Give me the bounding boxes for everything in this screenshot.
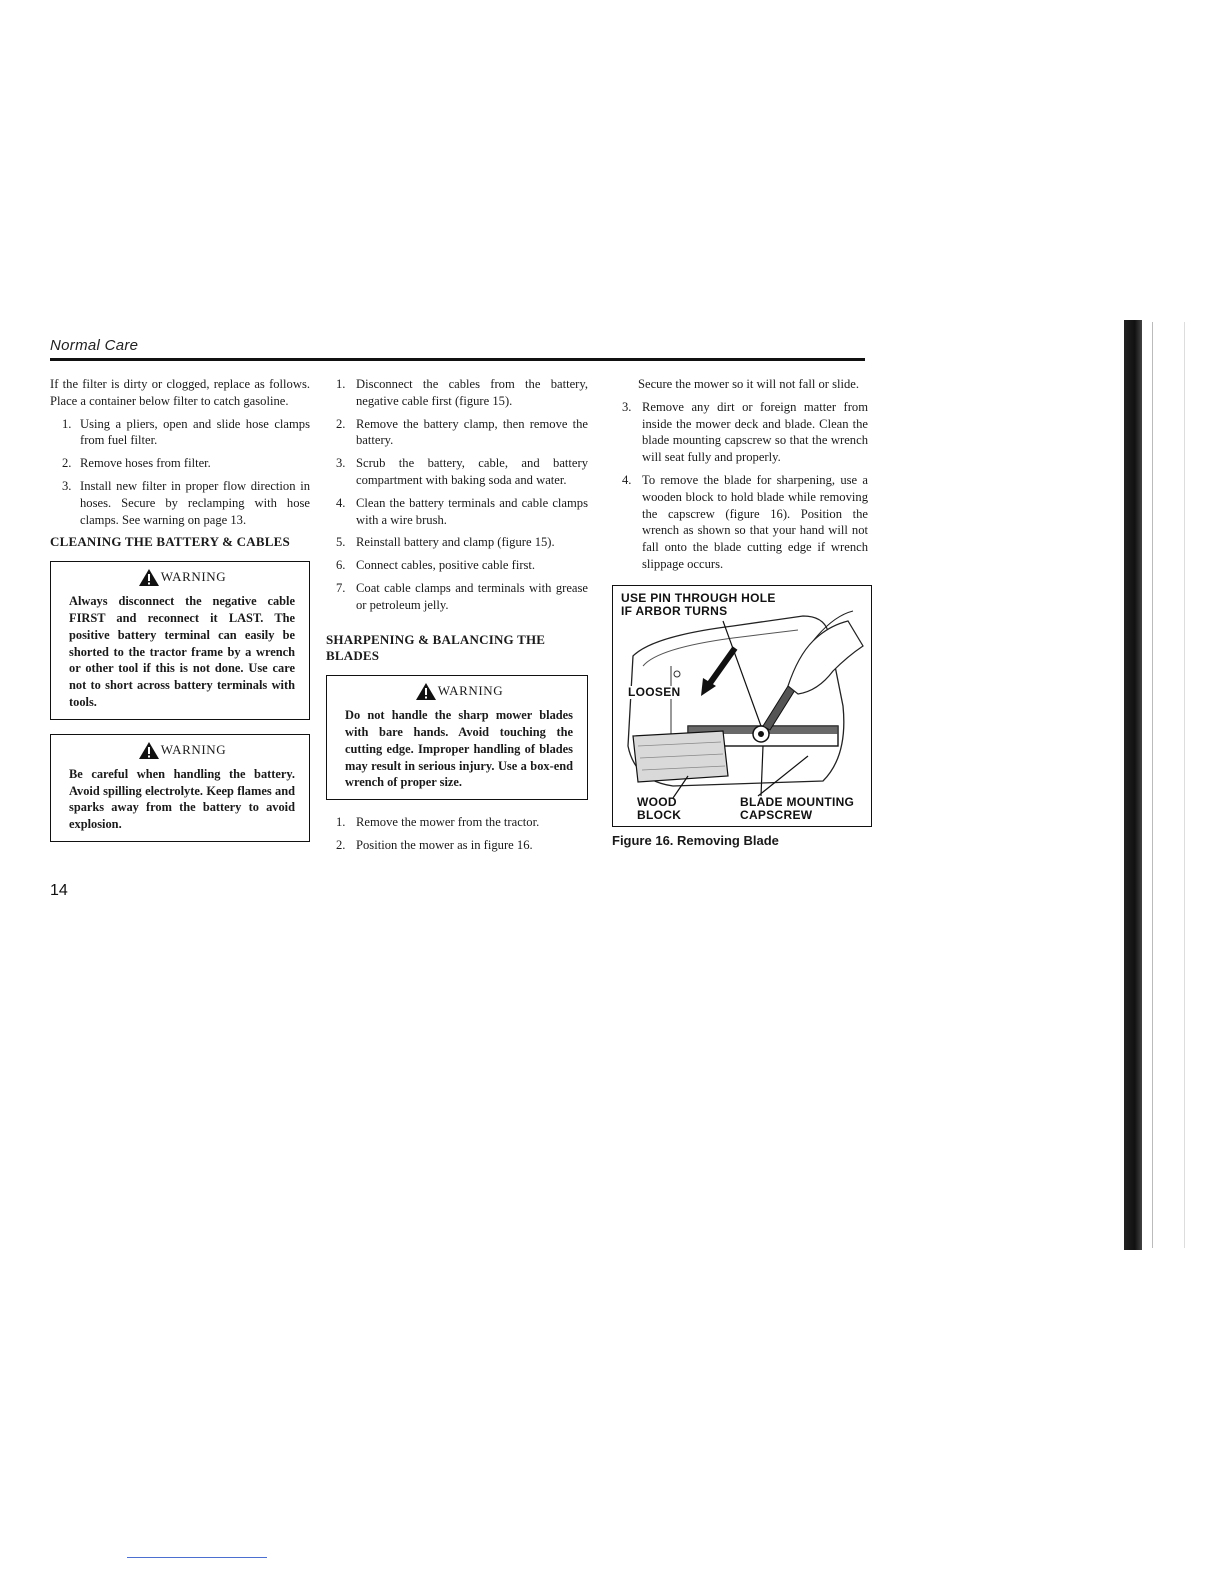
warning-label: WARNING <box>160 741 227 757</box>
warning-text: Do not handle the sharp mower blades with bare hands. Avoid touching the cutting edge. Improper handling of blades may result in serious injury. Use a box-end wrench of proper size. <box>345 708 573 790</box>
battery-steps <box>326 376 588 614</box>
list-item <box>326 376 588 410</box>
step-number: 3. <box>62 478 72 493</box>
step-text: Install new filter in proper flow direction in hoses. Secure by reclamping with hose clamps. See warning on page 13. <box>80 478 310 527</box>
warning-title <box>345 682 573 701</box>
battery-heading: CLEANING THE BATTERY & CABLES <box>50 534 290 550</box>
step-text: Remove any dirt or foreign matter from inside the mower deck and blade. Clean the blade mounting capscrew so that the wrench will seat fully and properly. <box>642 399 868 465</box>
list-item <box>326 557 588 574</box>
step-number: 2. <box>336 837 346 852</box>
step-text: Coat cable clamps and terminals with grease or petroleum jelly. <box>356 580 588 612</box>
page-number: 14 <box>50 882 68 899</box>
step-number: 3. <box>622 399 632 414</box>
continuation-text: Secure the mower so it will not fall or slide. <box>638 377 860 391</box>
step-number: 5. <box>336 535 346 550</box>
step-number: 3. <box>336 456 346 471</box>
step-text: To remove the blade for sharpening, use a wooden block to hold blade while removing the capscrew (figure 16). Position the wrench as shown so that your hand will not fall onto the blade cutting edge if wrench slippage occurs. <box>642 472 868 571</box>
list-item <box>50 416 310 450</box>
list-item <box>326 580 588 614</box>
warning-triangle-icon <box>138 568 160 587</box>
section-header: Normal Care <box>50 337 139 354</box>
step-text: Remove the mower from the tractor. <box>356 815 540 830</box>
filter-intro: If the filter is dirty or clogged, replace as follows. Place a container below filter to catch gasoline. <box>50 377 310 408</box>
warning-text: Be careful when handling the battery. Avoid spilling electrolyte. Keep flames and sparks away from the battery to avoid explosion. <box>69 766 295 832</box>
warning-label: WARNING <box>437 683 504 699</box>
list-item <box>612 472 868 573</box>
figure-16 <box>612 585 872 827</box>
blade-steps <box>612 399 868 573</box>
step-text: Remove hoses from filter. <box>80 456 211 471</box>
scan-edge-line <box>1152 322 1153 1248</box>
blades-heading: SHARPENING & BALANCING THE BLADES <box>326 631 546 664</box>
scan-edge-bar <box>1124 320 1142 1250</box>
warning-triangle-icon <box>138 741 160 760</box>
step-text: Reinstall battery and clamp (figure 15). <box>356 535 555 550</box>
warning-triangle-icon <box>415 682 437 701</box>
warning-title <box>69 568 295 587</box>
pin-hole-label: USE PIN THROUGH HOLE IF ARBOR TURNS <box>621 590 776 618</box>
blade-removal-illustration <box>613 586 871 826</box>
capscrew-label: BLADE MOUNTING CAPSCREW <box>740 794 855 822</box>
loosen-label: LOOSEN <box>628 684 681 699</box>
middle-column <box>326 376 588 860</box>
warning-box-blades <box>326 675 588 800</box>
step-number: 4. <box>622 472 632 487</box>
right-column <box>612 376 868 850</box>
step-number: 2. <box>62 456 72 471</box>
wood-block-label: WOOD BLOCK <box>637 794 682 822</box>
step-text: Position the mower as in figure 16. <box>356 837 533 852</box>
left-column <box>50 376 310 856</box>
step-number: 4. <box>336 495 346 510</box>
bottom-link-rule <box>127 1557 267 1558</box>
step-number: 1. <box>62 416 72 431</box>
step-number: 2. <box>336 416 346 431</box>
step-text: Scrub the battery, cable, and battery compartment with baking soda and water. <box>356 456 588 487</box>
scan-edge-line <box>1184 322 1185 1248</box>
list-item <box>326 416 588 450</box>
warning-text: Always disconnect the negative cable FIRST and reconnect it LAST. The positive battery terminal can easily be shorted to the tractor frame by a wrench or other tool if this is not done. Use care not to short across battery terminals with tools. <box>69 594 295 709</box>
list-item <box>326 495 588 529</box>
list-item <box>326 534 588 551</box>
step-text: Using a pliers, open and slide hose clamps from fuel filter. <box>80 416 310 448</box>
figure-caption: Figure 16. Removing Blade <box>612 832 779 848</box>
list-item <box>326 814 588 831</box>
step-number: 6. <box>336 558 346 573</box>
step-text: Clean the battery terminals and cable clamps with a wire brush. <box>356 495 588 527</box>
warning-title <box>69 741 295 760</box>
step-number: 1. <box>336 815 346 830</box>
list-item <box>326 455 588 489</box>
list-item <box>50 478 310 528</box>
list-item <box>50 455 310 472</box>
step-number: 1. <box>336 377 346 391</box>
step-text: Disconnect the cables from the battery, negative cable first (figure 15). <box>356 377 588 408</box>
list-item <box>326 837 588 854</box>
filter-steps <box>50 416 310 529</box>
mower-steps <box>326 814 588 854</box>
step-number: 7. <box>336 580 346 595</box>
step-text: Connect cables, positive cable first. <box>356 558 536 573</box>
list-item <box>612 399 868 466</box>
warning-box-cable <box>50 561 310 720</box>
header-rule <box>50 358 865 361</box>
step-text: Remove the battery clamp, then remove the battery. <box>356 416 588 448</box>
warning-label: WARNING <box>160 569 227 585</box>
warning-box-battery <box>50 734 310 842</box>
